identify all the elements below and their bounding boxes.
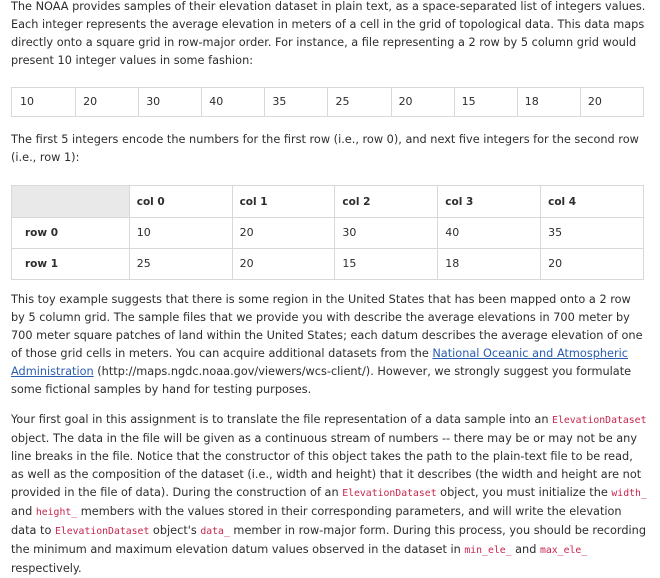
paragraph-text: respectively. <box>11 562 82 575</box>
code-max-ele: max_ele_ <box>539 545 588 556</box>
table-cell: 30 <box>139 88 202 117</box>
code-elevationdataset: ElevationDataset <box>342 488 437 499</box>
table-cell: 25 <box>129 249 232 280</box>
paragraph-text: object, you must initialize the <box>436 486 612 499</box>
code-min-ele: min_ele_ <box>464 545 512 556</box>
column-header: col 2 <box>335 186 438 218</box>
paragraph-text: members with the values stored in their corresponding parameters, and will write the elevation data to <box>11 505 622 537</box>
table-cell: 30 <box>335 218 438 249</box>
paragraph-text: object's <box>149 524 201 537</box>
flat-values-table <box>11 87 644 117</box>
row-header: row 0 <box>12 218 130 249</box>
code-elevationdataset: ElevationDataset <box>552 415 647 426</box>
paragraph-text: This toy example suggests that there is some region in the United States that has been mapped onto a 2 row by 5 column grid. The sample files that we provide you with describe the average elevations in 700 meter by 700 meter square patches of land within the United States; each datum describes the average elevation of one of those grid cells in meters. You can acquire additional datasets from the <box>11 293 643 360</box>
table-cell: 20 <box>232 249 335 280</box>
code-elevationdataset: ElevationDataset <box>54 526 150 537</box>
table-cell: 15 <box>454 88 517 117</box>
paragraph-text: (http://maps.ngdc.noaa.gov/viewers/wcs-client/). However, we strongly suggest you formulate some fictional samples by hand for testing purposes. <box>11 365 632 396</box>
grid-table <box>11 185 644 280</box>
table-corner-cell <box>12 186 130 218</box>
table-cell: 35 <box>265 88 328 117</box>
table-cell: 20 <box>76 88 139 117</box>
table-cell: 35 <box>541 218 644 249</box>
column-header: col 4 <box>541 186 644 218</box>
table-cell: 40 <box>202 88 265 117</box>
table-row <box>12 249 644 280</box>
table-cell: 20 <box>541 249 644 280</box>
code-data: data_ <box>200 526 230 537</box>
code-width: width_ <box>611 488 647 499</box>
goal-paragraph <box>11 411 647 578</box>
column-header: col 1 <box>232 186 335 218</box>
table-header-row <box>12 186 644 218</box>
table-cell: 10 <box>129 218 232 249</box>
column-header: col 3 <box>438 186 541 218</box>
table-cell: 20 <box>391 88 454 117</box>
table-cell: 20 <box>580 88 643 117</box>
column-header: col 0 <box>129 186 232 218</box>
toy-example-paragraph <box>11 291 647 399</box>
table-cell: 25 <box>328 88 391 117</box>
row-header: row 1 <box>12 249 130 280</box>
paragraph-text: and <box>11 505 36 518</box>
paragraph-text: and <box>511 543 540 556</box>
table-row <box>12 218 644 249</box>
code-height: height_ <box>35 507 78 518</box>
paragraph-text: member in row-major form. During this process, you should be recording the minimum and maximum elevation datum values observed in the dataset in <box>11 524 646 556</box>
table-cell: 18 <box>517 88 580 117</box>
noaa-link[interactable]: National Oceanic and Atmospheric Administration <box>11 347 628 378</box>
table-cell: 18 <box>438 249 541 280</box>
paragraph-text: object. The data in the file will be given as a continuous stream of numbers -- there may be or may not be any line breaks in the file. Notice that the constructor of this object takes the path to the plain-text file to be read, as well as the composition of the dataset (i.e., width and height) that it describes (the width and height are not provided in the file of data). During the construction of an <box>11 432 642 499</box>
table-cell: 15 <box>335 249 438 280</box>
table-row <box>12 88 644 117</box>
table-cell: 40 <box>438 218 541 249</box>
row-explanation-paragraph: The first 5 integers encode the numbers for the first row (i.e., row 0), and next five integers for the second row (i.e., row 1): <box>11 133 639 164</box>
paragraph-text: Your first goal in this assignment is to translate the file representation of a data sample into an <box>11 413 553 426</box>
table-cell: 10 <box>12 88 76 117</box>
table-cell: 20 <box>232 218 335 249</box>
intro-paragraph: The NOAA provides samples of their elevation dataset in plain text, as a space-separated list of integers values. Each integer represents the average elevation in meters of a cell in the grid of topological data. This data maps directly onto a square grid in row-major order. For instance, a file representing a 2 row by 5 column grid would present 10 integer values in some fashion: <box>11 0 646 67</box>
